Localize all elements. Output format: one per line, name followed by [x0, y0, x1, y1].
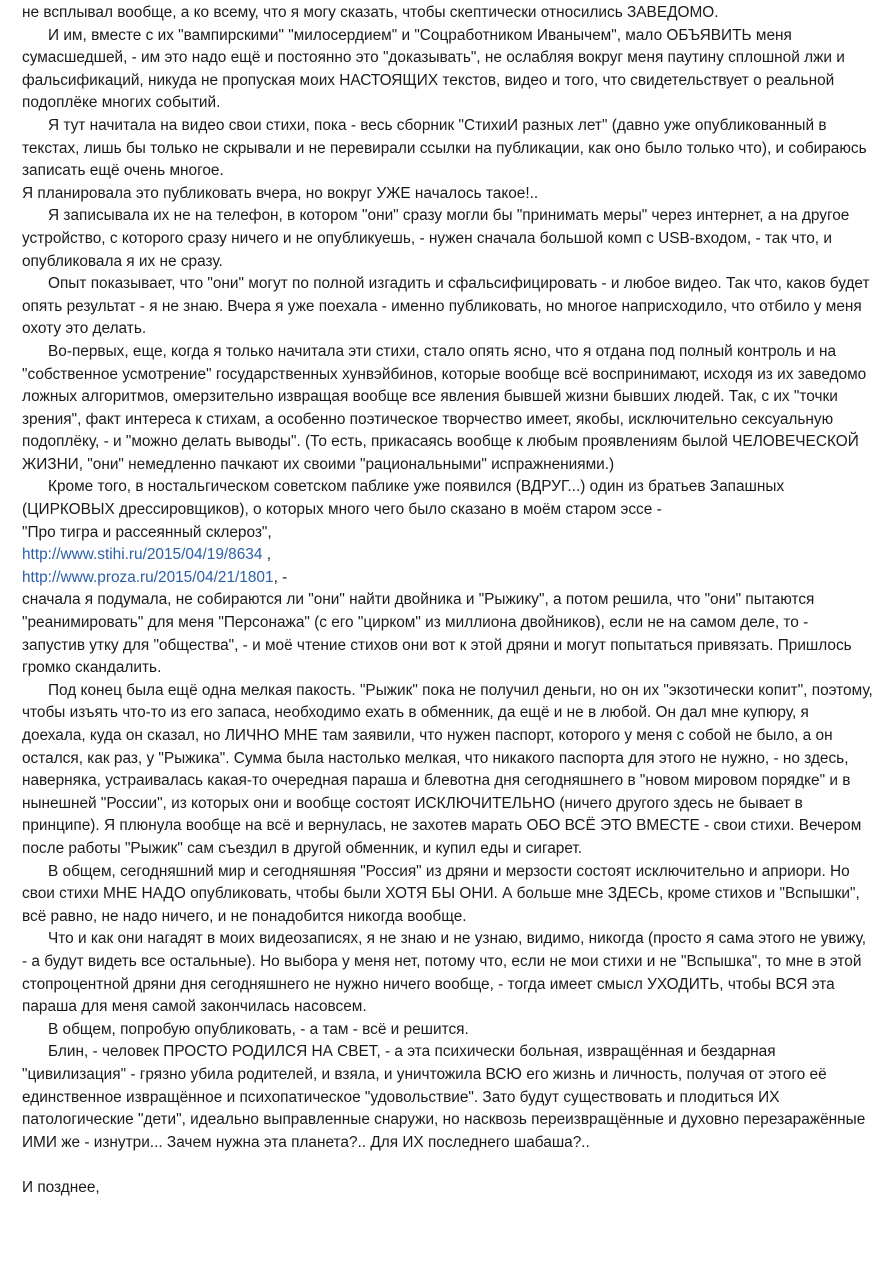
paragraph-1: не всплывал вообще, а ко всему, что я могу сказать, чтобы скептически относились ЗАВЕДОМО.	[22, 4, 719, 21]
proza-link[interactable]: http://www.proza.ru/2015/04/21/1801	[22, 568, 274, 586]
link-line-2	[22, 567, 874, 590]
paragraph-2: И им, вместе с их "вампирскими" "милосердием" и "Соцработником Иванычем", мало ОБЪЯВИТЬ меня сумасшедшей, - им это надо ещё и постоянно это "доказывать", не ослабляя вокруг меня паутину сплошной лжи и фальсификаций, никуда не пропуская моих НАСТОЯЩИХ текстов, видео и того, что свидетельствует о реальной подоплёке многих событий.	[22, 26, 845, 112]
paragraph-8: Кроме того, в ностальгическом советском паблике уже появился (ВДРУГ...) один из братьев Запашных (ЦИРКОВЫХ дрессировщиков), о которых много чего было сказано в моём старом эссе -	[22, 478, 785, 519]
paragraph-5: Я записывала их не на телефон, в котором "они" сразу могли бы "принимать меры" через интернет, а на другое устройство, с которого сразу ничего и не опубликуешь, - нужен сначала большой комп с USB-входом, - так что, и опубликовала я их не сразу.	[22, 207, 850, 270]
link-line-1	[22, 544, 874, 567]
paragraph-4: Я планировала это публиковать вчера, но вокруг УЖЕ началось такое!..	[22, 184, 539, 202]
paragraph-9: сначала я подумала, не собираются ли "они" найти двойника и "Рыжику", а потом решила, что "они" пытаются "реанимировать" для меня "Персонажа" (с его "цирком" из миллиона двойников), если не на самом деле, то - запустив утку для "общества", - и моё чтение стихов они вот к этой дряни и могут попытаться привязать. Пришлось громко скандалить.	[22, 591, 852, 677]
paragraph-10: Под конец была ещё одна мелкая пакость. "Рыжик" пока не получил деньги, но он их "экзотически копит", поэтому, чтобы изъять что-то из его запаса, необходимо ехать в обменник, да ещё и не в любой. Он дал мне купюру, я доехала, куда он сказал, но ЛИЧНО МНЕ там заявили, что нужен паспорт, которого у меня с собой не было, а он остался, как раз, у "Рыжика". Сумма была настолько мелкая, что никакого паспорта для этого не нужно, - но здесь, наверняка, устраивалась какая-то очередная параша и блевотна дня сегодняшнего в "новом мировом порядке" и в нынешней "России", из которых они и вообще состоят ИСКЛЮЧИТЕЛЬНО (ничего другого здесь не бывает в принципе). Я плюнула вообще на всё и вернулась, не захотев марать ОБО ВСЁ ЭТО ВМЕСТЕ - свои стихи. Вечером после работы "Рыжик" сам съездил в другой обменник, и купил еды и сигарет.	[22, 681, 873, 857]
paragraph-6: Опыт показывает, что "они" могут по полной изгадить и сфальсифицировать - и любое видео. Так что, каков будет опять результат - я не знаю. Вчера я уже поехала - именно публиковать, но многое наприсходило, что отбило у меня охоту это делать.	[22, 275, 870, 338]
paragraph-11: В общем, сегодняшний мир и сегодняшняя "Россия" из дряни и мерзости состоят исключительно и априори. Но свои стихи МНЕ НАДО опубликовать, чтобы были ХОТЯ БЫ ОНИ. А больше мне ЗДЕСЬ, кроме стихов и "Вспышки", всё равно, не надо ничего, и не понадобится никогда вообще.	[22, 862, 860, 925]
paragraph-14: Блин, - человек ПРОСТО РОДИЛСЯ НА СВЕТ, - а эта психически больная, извращённая и бездарная "цивилизация" - грязно убила родителей, и взяла, и уничтожила ВСЮ его жизнь и личность, получая от этого её единственное извращённое и психопатическое "удовольствие". Зато будут существовать и плодиться ИХ патологические "дети", идеально выправленные снаружи, но насквозь переизвращённые и духовно перезаражённые ИМИ же - изнутри... Зачем нужна эта планета?.. Для ИХ последнего шабаша?..	[22, 1043, 866, 1151]
paragraph-7: Во-первых, еще, когда я только начитала эти стихи, стало опять ясно, что я отдана под полный контроль и на "собственное усмотрение" государственных хунвэйбинов, которые вообще всё воспринимают, исходя из их заведомо ложных алгоритмов, омерзительно извращая вообще все явления бывшей жизни бывших людей. Так, с их "точки зрения", факт интереса к стихам, а особенно поэтическое творчество имеет, якобы, исключительно сексуальную подоплёку, - и "можно делать выводы". (То есть, прикасаясь вообще к любым проявлениям былой ЧЕЛОВЕЧЕСКОЙ ЖИЗНИ, "они" немедленно пачкают их своими "рациональными" испражнениями.)	[22, 342, 867, 473]
closing-line: И позднее,	[22, 1178, 100, 1196]
link-2-suffix: , -	[273, 568, 288, 586]
paragraph-3: Я тут начитала на видео свои стихи, пока - весь сборник "СтихиИ разных лет" (давно уже опубликованный в текстах, лишь бы только не скрывали и не перевирали ссылки на публикации, как оно было только что), и собираюсь записать ещё очень многое.	[22, 116, 867, 180]
essay-title-line: "Про тигра и рассеянный склероз",	[22, 523, 272, 541]
spacer	[22, 1154, 874, 1177]
link-1-suffix: ,	[262, 546, 271, 564]
paragraph-12: Что и как они нагадят в моих видеозаписях, я не знаю и не узнаю, видимо, никогда (просто я сама этого не увижу, - а будут видеть все остальные). Но выбора у меня нет, потому что, если не мои стихи и не "Вспышка", то мне в этой стопроцентной дряни дня сегодняшнего не нужно ничего вообще, - тогда имеет смысл УХОДИТЬ, чтобы ВСЯ эта параша для меня самой закончилась насовсем.	[22, 930, 867, 1016]
stihi-link[interactable]: http://www.stihi.ru/2015/04/19/8634	[22, 546, 263, 564]
paragraph-13: В общем, попробую опубликовать, - а там - всё и решится.	[48, 1020, 469, 1038]
document-body	[22, 2, 874, 1199]
